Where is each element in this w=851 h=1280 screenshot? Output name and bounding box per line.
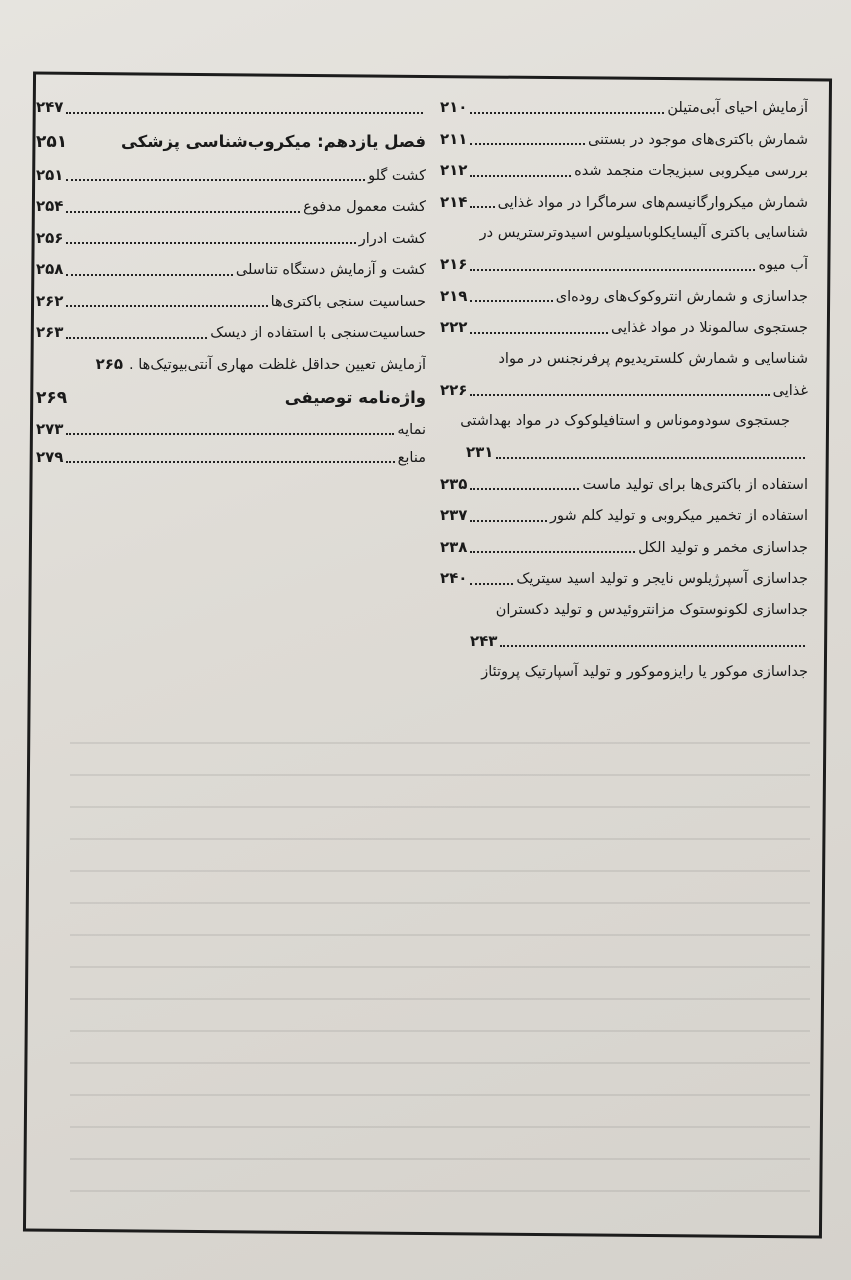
toc-entry — [440, 437, 808, 469]
leader-dots — [470, 300, 552, 302]
page-number: ۲۷۹ — [36, 448, 64, 466]
toc-entry — [440, 626, 808, 658]
toc-entry — [36, 92, 426, 124]
toc-entry: کشت معمول مدفوع ۲۵۴ — [36, 191, 426, 223]
leader-dots — [470, 520, 547, 522]
page-number: ۲۷۳ — [36, 420, 64, 438]
toc-entry: آب میوه ۲۱۶ — [440, 249, 808, 281]
leader-dots — [470, 551, 635, 553]
page-number: ۲۵۴ — [36, 197, 64, 215]
page-number: ۲۴۰ — [440, 569, 468, 587]
leader-dots — [470, 332, 608, 334]
leader-dots — [496, 457, 805, 459]
toc-entry: جداسازی آسپرژیلوس نایجر و تولید اسید سیتریک ۲۴۰ — [440, 563, 808, 595]
toc-entry: بررسی میکروبی سبزیجات منجمد شده ۲۱۲ — [440, 155, 808, 187]
leader-dots — [66, 305, 267, 307]
page-number: ۲۱۹ — [440, 286, 468, 305]
leader-dots — [500, 645, 805, 647]
leader-dots — [470, 175, 571, 177]
leader-dots — [66, 433, 394, 435]
toc-entry: کشت گلو ۲۵۱ — [36, 160, 426, 192]
toc-entry: حساسیت سنجی باکتری‌ها ۲۶۲ — [36, 286, 426, 318]
leader-dots — [470, 112, 664, 114]
toc-entry: استفاده از باکتری‌ها برای تولید ماست ۲۳۵ — [440, 469, 808, 501]
page-number: ۲۴۷ — [36, 98, 64, 116]
toc-entry: منابع ۲۷۹ — [36, 442, 426, 472]
toc-entry: کشت و آزمایش دستگاه تناسلی ۲۵۸ — [36, 254, 426, 286]
page-number: ۲۳۷ — [440, 506, 468, 524]
leader-dots — [66, 112, 423, 114]
toc-entry: شمارش باکتری‌های موجود در بستنی ۲۱۱ — [440, 124, 808, 156]
page-number: ۲۵۸ — [36, 260, 64, 278]
toc-entry-line1: شناسایی باکتری آلیسایکلوباسیلوس اسیدوترستریس در — [479, 225, 808, 241]
toc-entry: آزمایش تعیین حداقل غلظت مهاری آنتی‌بیوتیک‌ها . ۲۶۵ — [36, 349, 426, 381]
page-number: ۲۶۵ — [95, 354, 124, 373]
page-number: ۲۱۴ — [440, 192, 468, 211]
glossary-heading — [36, 380, 426, 416]
page-number: ۲۱۶ — [440, 255, 468, 273]
toc-entry: جداسازی موکور یا رایزوموکور و تولید آسپارتیک پروتئاز — [481, 664, 808, 680]
toc-left-column — [36, 92, 426, 472]
page-number: ۲۳۸ — [440, 537, 468, 556]
page-number: ۲۶۳ — [36, 323, 64, 341]
leader-dots — [470, 583, 513, 585]
chapter-title: فصل یازدهم: میکروب‌شناسی پزشکی — [120, 131, 426, 151]
leader-dots — [66, 179, 365, 181]
toc-entry: نمایه ۲۷۳ — [36, 416, 426, 442]
leader-dots — [66, 461, 394, 463]
toc-right-column — [440, 92, 808, 688]
page-number: ۲۱۱ — [440, 129, 468, 148]
section-title: واژه‌نامه توصیفی — [284, 388, 426, 407]
toc-entry: کشت ادرار ۲۵۶ — [36, 223, 426, 255]
page-number: ۲۶۹ — [36, 388, 68, 408]
page-number: ۲۲۲ — [440, 318, 468, 336]
toc-entry-line1: شناسایی و شمارش کلستریدیوم پرفرنجنس در مواد — [498, 350, 808, 367]
leader-dots — [470, 488, 579, 490]
toc-entry: جداسازی مخمر و تولید الکل ۲۳۸ — [440, 532, 808, 564]
toc-entry: آزمایش احیای آبی‌متیلن ۲۱۰ — [440, 92, 808, 124]
leader-dots — [470, 206, 494, 208]
page-number: ۲۵۱ — [36, 165, 64, 184]
toc-entry: شمارش میکروارگانیسم‌های سرماگرا در مواد غذایی ۲۱۴ — [440, 187, 808, 219]
toc-entry-line1: جداسازی لکونوستوک مزانتروئیدس و تولید دکستران — [495, 601, 808, 618]
page-number: ۲۱۲ — [440, 161, 468, 179]
leader-dots — [66, 211, 300, 213]
page-number: ۲۵۶ — [36, 228, 64, 247]
page-number: ۲۳۵ — [440, 474, 468, 493]
page-number: ۲۳۱ — [466, 443, 494, 461]
toc-entry: استفاده از تخمیر میکروبی و تولید کلم شور ۲۳۷ — [440, 500, 808, 532]
page-number: ۲۶۲ — [36, 291, 64, 310]
leader-dots — [470, 269, 755, 271]
page-number: ۲۵۱ — [36, 131, 68, 152]
page-number: ۲۲۶ — [440, 380, 468, 399]
toc-entry-line1: جستجوی سودوموناس و استافیلوکوک در مواد بهداشتی — [460, 413, 790, 429]
page-number: ۲۴۳ — [470, 631, 498, 650]
toc-entry: جداسازی و شمارش انتروکوک‌های روده‌ای ۲۱۹ — [440, 281, 808, 313]
leader-dots — [66, 242, 355, 244]
toc-entry: حساسیت‌سنجی با استفاده از دیسک ۲۶۳ — [36, 317, 426, 349]
chapter-heading — [36, 124, 426, 160]
leader-dots — [470, 143, 585, 145]
toc-entry: غذایی ۲۲۶ — [440, 375, 808, 407]
leader-dots — [470, 394, 769, 396]
leader-dots — [66, 274, 232, 276]
page-number: ۲۱۰ — [440, 98, 468, 116]
leader-dots — [66, 337, 207, 339]
toc-entry: جستجوی سالمونلا در مواد غذایی ۲۲۲ — [440, 312, 808, 344]
